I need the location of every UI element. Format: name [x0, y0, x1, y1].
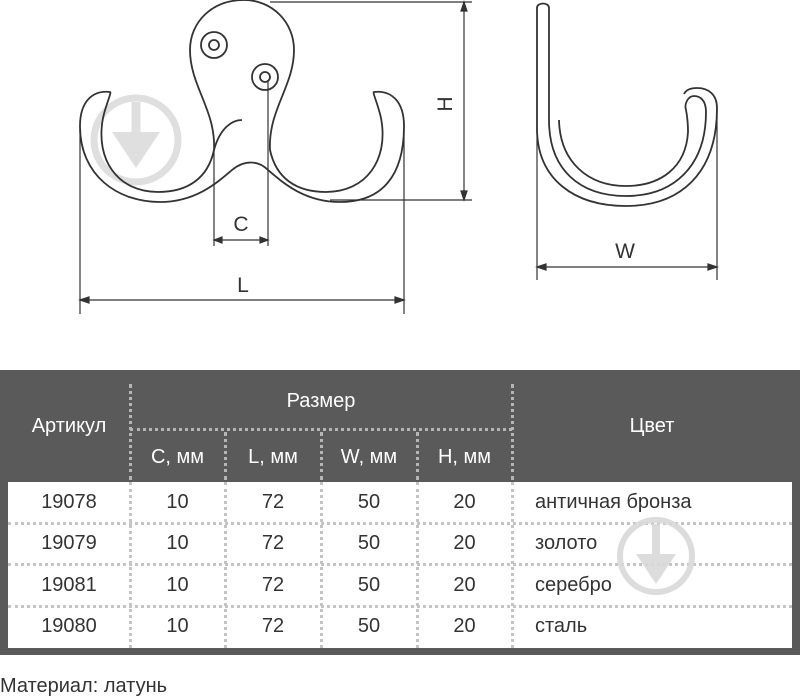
header-h: H, мм — [437, 445, 492, 468]
cell-w: 50 — [357, 532, 381, 554]
cell-color: серебро — [535, 574, 612, 596]
hook-side-view — [537, 4, 717, 207]
dimension-label-w: W — [615, 240, 635, 263]
cell-l: 72 — [261, 491, 285, 513]
header-color: Цвет — [629, 414, 675, 437]
cell-color: античная бронза — [535, 491, 692, 513]
header-size: Размер — [286, 389, 356, 412]
cell-color: сталь — [535, 615, 588, 637]
dimension-label-c: C — [233, 213, 249, 236]
cell-article: 19081 — [41, 574, 97, 596]
cell-l: 72 — [261, 574, 285, 596]
header-separator — [511, 384, 514, 480]
material-note: Материал: латунь — [0, 675, 168, 697]
dimension-label-l: L — [237, 274, 249, 297]
cell-h: 20 — [453, 491, 476, 513]
specification-table — [0, 370, 800, 655]
dimension-label-h: H — [434, 96, 457, 112]
cell-l: 72 — [261, 615, 285, 637]
cell-h: 20 — [453, 615, 476, 637]
cell-w: 50 — [357, 615, 381, 637]
cell-article: 19080 — [41, 615, 97, 637]
header-separator — [224, 432, 227, 480]
cell-c: 10 — [166, 491, 189, 513]
cell-color: золото — [535, 532, 598, 554]
header-article: Артикул — [31, 414, 107, 437]
cell-l: 72 — [261, 532, 285, 554]
header-separator — [129, 384, 132, 480]
cell-w: 50 — [357, 574, 381, 596]
header-separator — [416, 432, 419, 480]
header-w: W, мм — [340, 445, 398, 468]
cell-h: 20 — [453, 532, 476, 554]
cell-c: 10 — [166, 615, 189, 637]
cell-article: 19078 — [41, 491, 97, 513]
download-arrow-watermark-icon — [614, 514, 698, 598]
table-body — [8, 482, 792, 648]
table-row — [8, 606, 792, 647]
download-arrow-watermark-icon — [94, 98, 178, 182]
header-l: L, мм — [248, 445, 298, 468]
cell-w: 50 — [357, 491, 381, 513]
cell-article: 19079 — [41, 532, 97, 554]
header-separator — [130, 428, 512, 431]
header-c: C, мм — [150, 445, 205, 468]
cell-h: 20 — [453, 574, 476, 596]
row-separator — [8, 605, 792, 608]
header-separator — [320, 432, 323, 480]
cell-c: 10 — [166, 532, 189, 554]
cell-c: 10 — [166, 574, 189, 596]
